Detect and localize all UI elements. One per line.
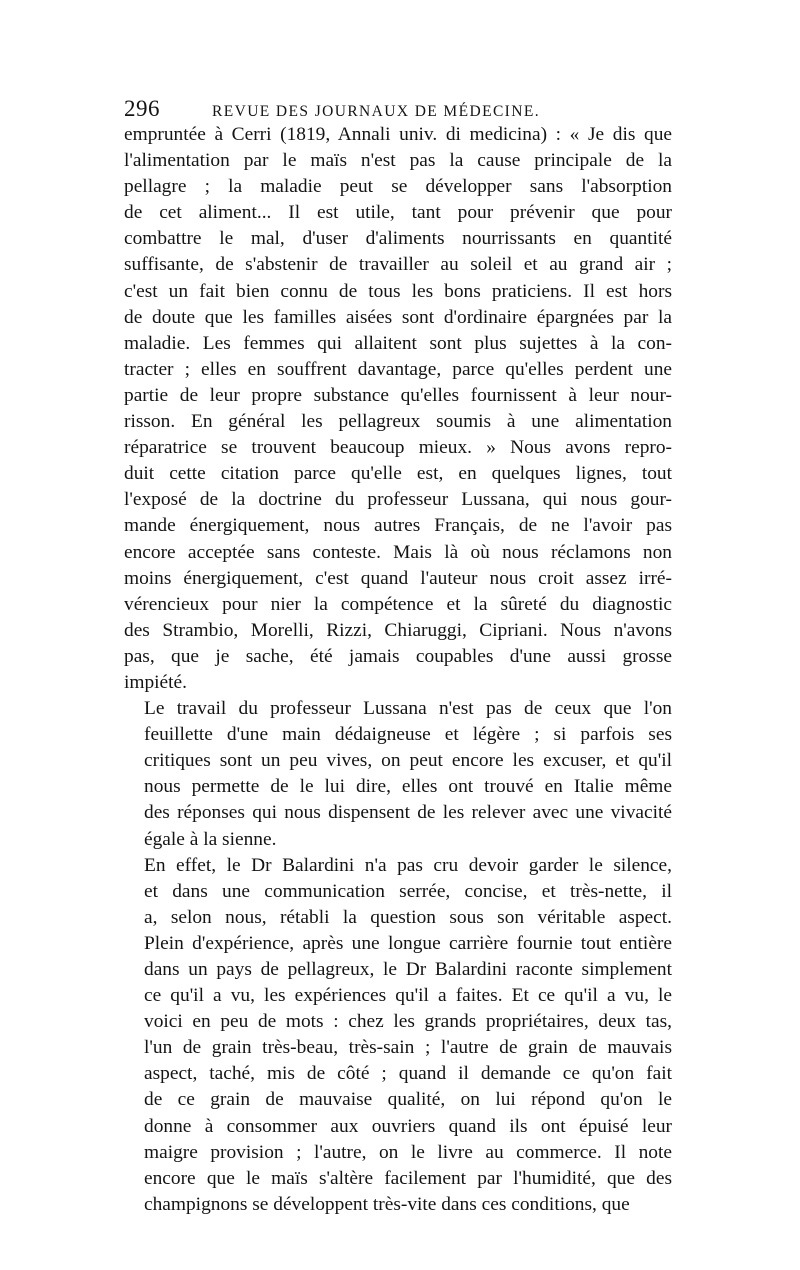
text-line: a, selon nous, rétabli la question sous son véritable aspect. (144, 906, 672, 928)
text-line: de ce grain de mauvaise qualité, on lui répond qu'on le (144, 1089, 672, 1111)
text-line: réparatrice se trouvent beaucoup mieux. » Nous avons repro- (124, 437, 672, 459)
text-line: vérencieux pour nier la compétence et la sûreté du diagnostic (124, 593, 672, 615)
text-line: Le travail du professeur Lussana n'est pas de ceux que l'on (144, 698, 672, 720)
text-line: et dans une communication serrée, concise, et très-nette, il (144, 880, 672, 902)
text-line: égale à la sienne. (144, 828, 277, 850)
text-line: suffisante, de s'abstenir de travailler au soleil et au grand air ; (124, 254, 672, 276)
text-line: combattre le mal, d'user d'aliments nourrissants en quantité (124, 228, 672, 250)
text-line: aspect, taché, mis de côté ; quand il demande ce qu'on fait (144, 1063, 672, 1085)
text-line: l'un de grain très-beau, très-sain ; l'autre de grain de mauvais (144, 1037, 672, 1059)
text-line: encore acceptée sans conteste. Mais là où nous réclamons non (124, 541, 672, 563)
text-line: feuillette d'une main dédaigneuse et légère ; si parfois ses (144, 724, 672, 746)
text-line: pas, que je sache, été jamais coupables d'une aussi grosse (124, 645, 672, 667)
paragraph (124, 853, 672, 1218)
text-line: moins énergiquement, c'est quand l'auteur nous croit assez irré- (124, 567, 672, 589)
text-line: empruntée à Cerri (1819, Annali univ. di medicina) : « Je dis que (124, 124, 672, 145)
text-line: dans un pays de pellagreux, le Dr Balardini raconte simplement (144, 959, 672, 980)
text-line: de cet aliment... Il est utile, tant pour prévenir que pour (124, 202, 672, 224)
page-header (124, 96, 672, 124)
text-line: critiques sont un peu vives, on peut encore les excuser, et qu'il (144, 750, 672, 772)
text-line: nous permette de le lui dire, elles ont trouvé en Italie même (144, 776, 672, 798)
text-line: de doute que les familles aisées sont d'ordinaire épargnées par la (124, 306, 672, 328)
running-head: REVUE DES JOURNAUX DE MÉDECINE. (212, 103, 540, 120)
text-line: l'exposé de la doctrine du professeur Lussana, qui nous gour- (124, 489, 672, 511)
text-line: pellagre ; la maladie peut se développer sans l'absorption (124, 176, 672, 198)
text-line: partie de leur propre substance qu'elles fournissent à leur nour- (124, 384, 672, 406)
text-line: des Strambio, Morelli, Rizzi, Chiaruggi, Cipriani. Nous n'avons (124, 619, 672, 641)
text-line: maigre provision ; l'autre, on le livre au commerce. Il note (144, 1141, 672, 1163)
text-line: impiété. (124, 671, 188, 693)
text-line: mande énergiquement, nous autres Français, de ne l'avoir pas (124, 515, 672, 537)
text-line: champignons se développent très-vite dans ces conditions, que (144, 1193, 630, 1215)
text-line: des réponses qui nous dispensent de les relever avec une vivacité (144, 802, 672, 824)
paragraph (124, 696, 672, 853)
text-line: maladie. Les femmes qui allaitent sont plus sujettes à la con- (124, 332, 672, 354)
text-line: Plein d'expérience, après une longue carrière fournie tout entière (144, 932, 672, 954)
text-line: donne à consommer aux ouvriers quand ils ont épuisé leur (144, 1115, 672, 1137)
paragraph (124, 122, 672, 696)
text-line: duit cette citation parce qu'elle est, en quelques lignes, tout (124, 463, 672, 485)
text-line: encore que le maïs s'altère facilement par l'humidité, que des (144, 1167, 672, 1189)
text-line: voici en peu de mots : chez les grands propriétaires, deux tas, (144, 1011, 672, 1033)
body-text (124, 122, 672, 1218)
text-line: risson. En général les pellagreux soumis à une alimentation (124, 411, 672, 433)
text-line: c'est un fait bien connu de tous les bons praticiens. Il est hors (124, 280, 672, 302)
page-number: 296 (124, 96, 160, 121)
text-line: tracter ; elles en souffrent davantage, parce qu'elles perdent une (124, 358, 672, 380)
text-line: l'alimentation par le maïs n'est pas la cause principale de la (124, 150, 672, 172)
text-line: ce qu'il a vu, les expériences qu'il a faites. Et ce qu'il a vu, le (144, 985, 672, 1007)
text-line: En effet, le Dr Balardini n'a pas cru devoir garder le silence, (144, 854, 672, 876)
